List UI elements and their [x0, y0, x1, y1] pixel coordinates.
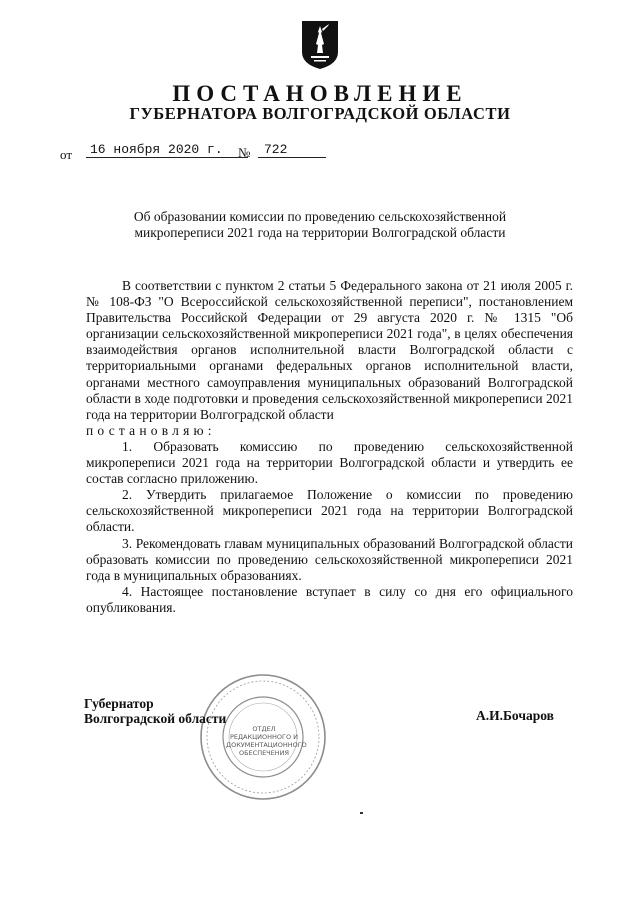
- preamble-paragraph: [86, 278, 573, 423]
- document-body: [86, 278, 573, 616]
- decree-item: 3. Рекомендовать главам муниципальных образований Волгоградской области образовать комиссии по проведению сельскохозяйственной микропереписи 2021 года в муниципальных образованиях.: [86, 535, 573, 583]
- coat-of-arms-icon: [301, 20, 339, 70]
- scan-speck: [360, 812, 363, 814]
- subject-line: Об образовании комиссии по проведению сельскохозяйственной: [133, 209, 507, 224]
- document-title: ПОСТАНОВЛЕНИЕ: [172, 81, 468, 106]
- signer-position-line: Губернатор: [84, 696, 154, 711]
- stamp-line: РЕДАКЦИОННОГО И: [229, 733, 299, 741]
- stamp-inner-text: [226, 725, 307, 757]
- subject-line: микропереписи 2021 года на территории Волгоградской области: [134, 225, 506, 240]
- document-subtitle: ГУБЕРНАТОРА ВОЛГОГРАДСКОЙ ОБЛАСТИ: [129, 104, 511, 123]
- date-label: от: [60, 147, 73, 162]
- stamp-line: ОТДЕЛ: [252, 725, 276, 733]
- decree-item: 2. Утвердить прилагаемое Положение о комиссии по проведению сельскохозяйственной микропереписи 2021 года на территории Волгоградской области.: [86, 487, 573, 535]
- stamp-line: ДОКУМЕНТАЦИОННОГО: [226, 741, 307, 749]
- preamble-text: В соответствии с пунктом 2 статьи 5 Федерального закона от 21 июля 2005 г. № 108-ФЗ "О Всероссийской сельскохозяйственной переписи", постановлением Правительства Российской Федерации от 29 августа 2020 г. № 1315 "Об организации сельскохозяйственной микропереписи 2021 года", в целях обеспечения взаимодействия органов исполнительной власти Волгоградской области с территориальными органами федеральных органов исполнительной власти, органами местного самоуправления муниципальных образований Волгоградской области в ходе подготовки и проведения сельскохозяйственной микропереписи 2021 года на территории Волгоградской области: [86, 278, 573, 422]
- signer-name: А.И.Бочаров: [476, 708, 554, 723]
- decree-item: 1. Образовать комиссию по проведению сельскохозяйственной микропереписи 2021 года на территории Волгоградской области и утвердить ее состав согласно приложению.: [86, 438, 573, 487]
- stamp-line: ОБЕСПЕЧЕНИЯ: [238, 749, 290, 757]
- document-date: 16 ноября 2020 г.: [86, 142, 248, 158]
- decree-word: постановляю:: [86, 422, 216, 438]
- number-label: №: [238, 145, 251, 160]
- signer-position-line: Волгоградской области: [84, 711, 227, 726]
- decree-item: 4. Настоящее постановление вступает в силу со дня его официального опубликования.: [86, 583, 573, 615]
- document-subject: [100, 209, 540, 241]
- signer-position: [84, 696, 226, 726]
- document-number: 722: [258, 142, 326, 158]
